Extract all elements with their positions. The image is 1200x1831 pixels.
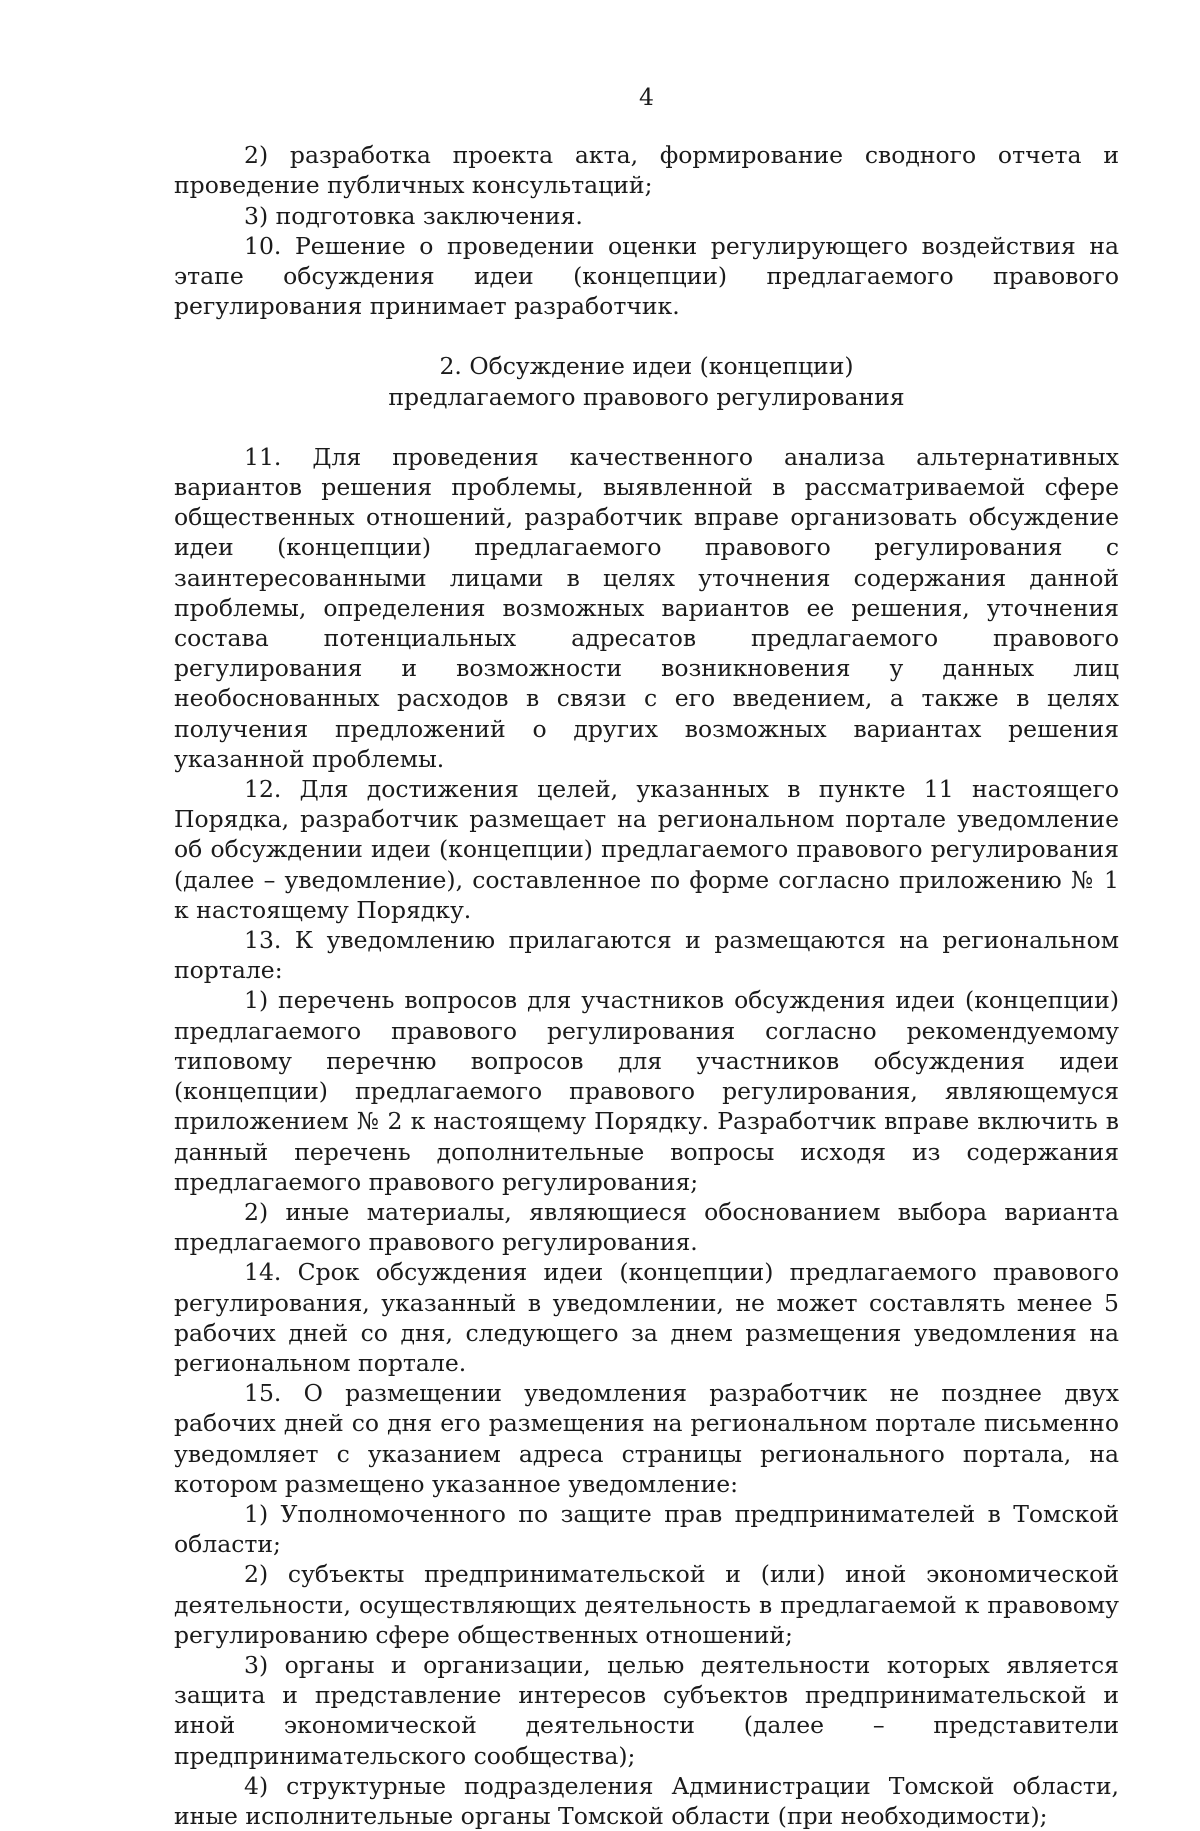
- paragraph-13: 13. К уведомлению прилагаются и размещаются на региональном портале:: [174, 926, 1119, 985]
- paragraph-10: 10. Решение о проведении оценки регулирующего воздействия на этапе обсуждения идеи (концепции) предлагаемого правового регулирования принимает разработчик.: [174, 231, 1119, 321]
- paragraph-12: 12. Для достижения целей, указанных в пункте 11 настоящего Порядка, разработчик размещает на региональном портале уведомление об обсуждении идеи (концепции) предлагаемого правового регулирования (далее – уведомление), составленное по форме согласно приложению № 1 к настоящему Порядку.: [174, 775, 1119, 924]
- paragraph-15-item-2: 2) субъекты предпринимательской и (или) иной экономической деятельности, осуществляющих деятельность в предлагаемой к правовому регулированию сфере общественных отношений;: [174, 1560, 1119, 1649]
- section-title-line-2: предлагаемого правового регулирования: [388, 382, 905, 411]
- paragraph-13-item-1: 1) перечень вопросов для участников обсуждения идеи (концепции) предлагаемого правового регулирования согласно рекомендуемому типовому перечню вопросов для участников обсуждения идеи (концепции) предлагаемого правового регулирования, являющемуся приложением № 2 к настоящему Порядку. Разработчик вправе включить в данный перечень дополнительные вопросы исходя из содержания предлагаемого правового регулирования;: [174, 986, 1119, 1196]
- page-number: 4: [639, 83, 654, 111]
- paragraph-15-item-1: 1) Уполномоченного по защите прав предпринимателей в Томской области;: [174, 1499, 1119, 1559]
- paragraph-15: 15. О размещении уведомления разработчик не позднее двух рабочих дней со дня его размещения на региональном портале письменно уведомляет с указанием адреса страницы регионального портала, на котором размещено указанное уведомление:: [174, 1379, 1119, 1498]
- paragraph-11: 11. Для проведения качественного анализа альтернативных вариантов решения проблемы, выявленной в рассматриваемой сфере общественных отношений, разработчик вправе организовать обсуждение идеи (концепции) предлагаемого правового регулирования с заинтересованными лицами в целях уточнения содержания данной проблемы, определения возможных вариантов ее решения, уточнения состава потенциальных адресатов предлагаемого правового регулирования и возможности возникновения у данных лиц необоснованных расходов в связи с его введением, а также в целях получения предложений о других возможных вариантах решения указанной проблемы.: [174, 442, 1119, 773]
- section-title-line-1: 2. Обсуждение идеи (концепции): [439, 352, 854, 381]
- paragraph-item-2: 2) разработка проекта акта, формирование сводного отчета и проведение публичных консультаций;: [174, 141, 1119, 200]
- paragraph-14: 14. Срок обсуждения идеи (концепции) предлагаемого правового регулирования, указанный в уведомлении, не может составлять менее 5 рабочих дней со дня, следующего за днем размещения уведомления на региональном портале.: [174, 1258, 1119, 1377]
- paragraph-15-item-3: 3) органы и организации, целью деятельности которых является защита и представление интересов субъектов предпринимательской и иной экономической деятельности (далее – представители предпринимательского сообщества);: [174, 1650, 1119, 1770]
- paragraph-13-item-2: 2) иные материалы, являющиеся обоснованием выбора варианта предлагаемого правового регулирования.: [174, 1197, 1119, 1257]
- section-title: [174, 351, 1119, 411]
- paragraph-item-3: 3) подготовка заключения.: [244, 201, 583, 230]
- document-page: [174, 82, 1119, 1831]
- paragraph-15-item-4: 4) структурные подразделения Администрации Томской области, иные исполнительные органы Томской области (при необходимости);: [174, 1771, 1119, 1830]
